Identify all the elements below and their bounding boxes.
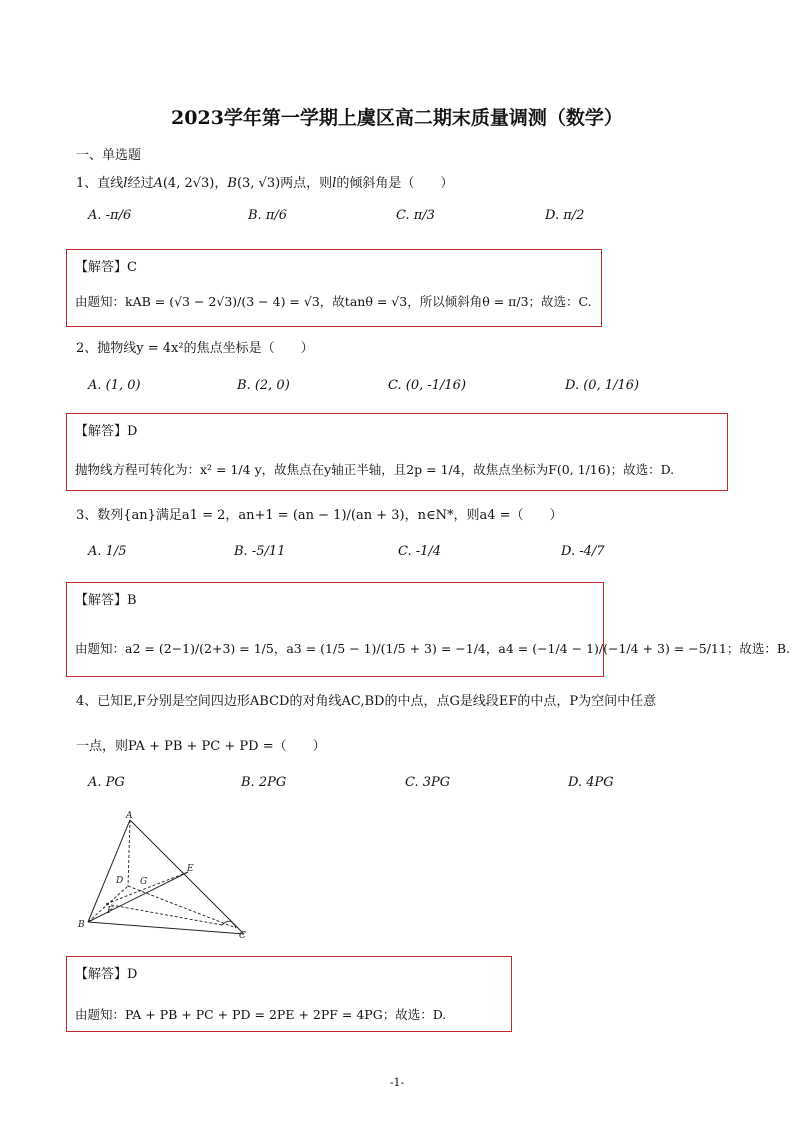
edge-ad-hidden xyxy=(128,820,130,886)
q3-answer-box xyxy=(66,582,790,677)
label-f: F xyxy=(107,906,114,916)
q4-option-b[interactable]: B. 2PG xyxy=(241,775,287,790)
q2-answer: 【解答】D xyxy=(75,424,138,439)
edge-be xyxy=(88,872,188,922)
q1-solution: 由题知：kAB = (√3 − 2√3)/(3 − 4) = √3，故tanθ = √3，所以倾斜角θ = π/3；故选：C. xyxy=(75,294,592,309)
q1-option-d[interactable]: D. π/2 xyxy=(545,208,585,223)
q4-solution: 由题知：PA + PB + PC + PD = 2PE + 2PF = 4PG；故选：D. xyxy=(75,1007,447,1022)
label-b: B xyxy=(78,920,85,930)
edge-bc xyxy=(88,922,244,934)
section-heading: 一、单选题 xyxy=(76,148,142,163)
q1-option-a[interactable]: A. -π/6 xyxy=(88,208,132,223)
q3-solution: 由题知：a2 = (2−1)/(2+3) = 1/5，a3 = (1/5 − 1)/(1/5 + 3) = −1/4，a4 = (−1/4 − 1)/(−1/4 + 3) = −5/11；故选：B. xyxy=(75,641,790,656)
q1-option-c[interactable]: C. π/3 xyxy=(396,208,435,223)
q3-option-b[interactable]: B. -5/11 xyxy=(234,544,286,559)
label-d: D xyxy=(116,876,124,886)
q3-option-a[interactable]: A. 1/5 xyxy=(88,544,127,559)
q1-answer: 【解答】C xyxy=(75,260,137,275)
q3-option-d[interactable]: D. -4/7 xyxy=(561,544,605,559)
q4-answer-box xyxy=(66,956,512,1032)
q2-answer-box xyxy=(66,413,728,491)
q1-answer-box xyxy=(66,249,602,327)
page-title: 2023学年第一学期上虞区高二期末质量调测（数学） xyxy=(171,107,623,129)
page-number: -1- xyxy=(389,1076,405,1089)
q4-option-c[interactable]: C. 3PG xyxy=(405,775,451,790)
q4-option-d[interactable]: D. 4PG xyxy=(568,775,614,790)
angle-arc xyxy=(222,921,236,928)
question-2-stem: 2、抛物线y = 4x²的焦点坐标是（ ） xyxy=(76,341,314,356)
q2-option-b[interactable]: B. (2, 0) xyxy=(237,378,290,393)
q2-option-d[interactable]: D. (0, 1/16) xyxy=(565,378,640,393)
q2-solution: 抛物线方程可转化为：x² = 1/4 y，故焦点在y轴正半轴，且2p = 1/4，故焦点坐标为F(0, 1/16)；故选：D. xyxy=(75,462,675,477)
label-e: E xyxy=(187,864,194,874)
question-4-stem-line2: 一点，则PA + PB + PC + PD =（ ） xyxy=(76,739,326,754)
q2-option-a[interactable]: A. (1, 0) xyxy=(88,378,141,393)
label-c: C xyxy=(239,931,246,940)
segment-fa-prime xyxy=(106,904,222,925)
q3-answer: 【解答】B xyxy=(75,593,137,608)
q1-option-b[interactable]: B. π/6 xyxy=(248,208,288,223)
label-g: G xyxy=(140,877,148,887)
edge-dc-hidden xyxy=(128,886,236,928)
q3-option-c[interactable]: C. -1/4 xyxy=(398,544,442,559)
q4-option-a[interactable]: A. PG xyxy=(88,775,125,790)
question-4-stem-line1: 4、已知E,F分别是空间四边形ABCD的对角线AC,BD的中点，点G是线段EF的中点，P为空间中任意 xyxy=(76,694,657,709)
tetrahedron-figure xyxy=(76,810,256,940)
label-a: A xyxy=(126,811,133,821)
question-1-stem: 1、直线l经过A(4, 2√3)，B(3, √3)两点，则l的倾斜角是（ ） xyxy=(76,176,454,191)
q2-option-c[interactable]: C. (0, -1/16) xyxy=(388,378,467,393)
q4-answer: 【解答】D xyxy=(75,967,138,982)
question-3-stem: 3、数列{an}满足a1 = 2，an+1 = (an − 1)/(an + 3)，n∈N*，则a4 =（ ） xyxy=(76,508,563,523)
